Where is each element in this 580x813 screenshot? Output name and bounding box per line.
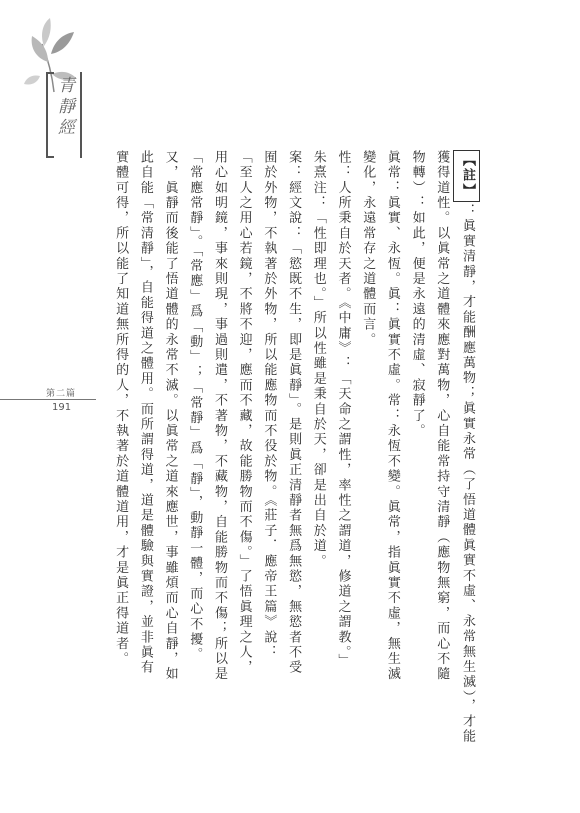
text-column: 「常應常靜」。「常應」爲「動」；「常靜」爲「靜」，動靜一體，而心不擾。: [187, 150, 203, 663]
page-number: 191: [52, 402, 72, 413]
text-column: 變化，永遠常存之道體而言。: [360, 150, 376, 348]
text-column: 實體可得，所以能了知道無所得的人，不執著於道體道用，才是眞正得道者。: [113, 150, 129, 667]
chapter-label: 第二篇: [46, 389, 77, 399]
book-logo: [18, 14, 88, 154]
text-column: 用心如明鏡，事來則現，事過則遣，不著物，不藏物，自能勝物而不傷；所以是: [211, 150, 227, 682]
text-column: 此自能「常清靜」，自能得道之體用。而所謂得道，道是體驗與實證，並非眞有: [137, 150, 153, 676]
text-column: 朱熹注：「性即理也。」所以性雖是秉自於天，卻是出自於道。: [310, 150, 326, 570]
text-column: 又，眞靜而後能了悟道體的永常不滅。以眞常之道來應世，事雖煩而心自靜，如: [162, 150, 178, 682]
annotation-tag: 【註】: [453, 150, 480, 202]
text-column: 獲得道性。以眞常之道體來應對萬物，心自能常持守清靜（應物無窮，而心不隨: [434, 150, 450, 682]
text-column: 案：經文說：「慾既不生，即是眞靜」。是則眞正清靜者無爲無慾，無慾者不受: [286, 150, 302, 676]
book-title: 青靜經: [54, 76, 74, 139]
text-column: 「至人之用心若鏡，不將不迎，應而不藏，故能勝物而不傷。」了悟眞理之人，: [236, 150, 252, 676]
text-column: 囿於外物，不執著於外物，所以能應物而不役於物。《莊子．應帝王篇》說：: [261, 150, 277, 661]
text-column: 物轉）：如此，便是永遠的清虛、寂靜了。: [409, 150, 425, 439]
annotation-text: [100, 150, 480, 750]
text-column: 性：人所秉自於天者。《中庸》：「天命之謂性，率性之謂道，修道之謂教。」: [335, 150, 351, 669]
column-text: ：眞實清靜，才能酬應萬物；眞實永常（了悟道體眞實不虛、永常無生滅），才能: [460, 203, 475, 745]
text-column: [453, 150, 480, 750]
footer-divider: [0, 399, 96, 400]
text-column: 眞常：眞實、永恆。眞：眞實不虛。常：永恆不變。眞常，指眞實不虛，無生滅: [384, 150, 400, 682]
